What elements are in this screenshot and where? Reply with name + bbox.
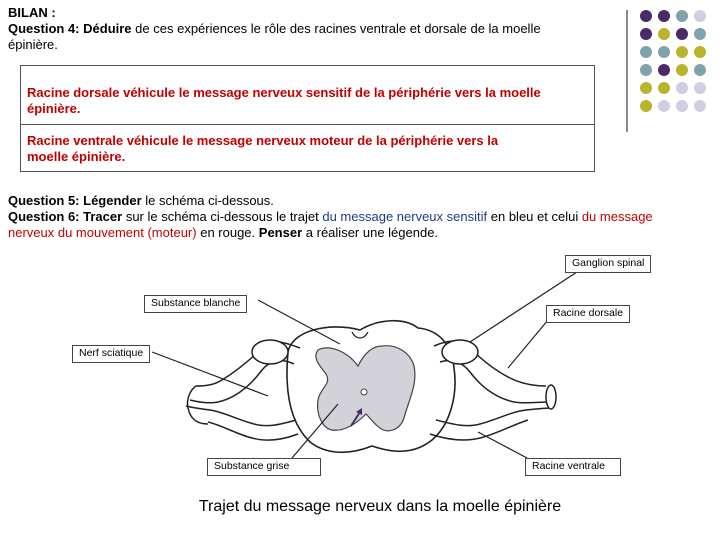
question-4: Question 4: Déduire de ces expériences le rôle des racines ventrale et dorsale de la moelle	[8, 21, 541, 36]
right-ventral-root	[436, 408, 552, 426]
answer-ventral: Racine ventrale véhicule le message nerveux moteur de la périphérie vers la moelle épinière.	[27, 133, 499, 164]
answer-dorsal: Racine dorsale véhicule le message nerveux sensitif de la périphérie vers la moelle épinière.	[27, 85, 541, 116]
left-ganglion	[252, 340, 288, 364]
label-nerf-sciatique: Nerf sciatique	[72, 345, 150, 363]
label-ganglion-spinal: Ganglion spinal	[565, 255, 651, 273]
central-canal	[361, 389, 367, 395]
left-ventral-root	[186, 406, 296, 426]
label-substance-blanche: Substance blanche	[144, 295, 247, 313]
question-4-cont: épinière.	[8, 37, 58, 52]
right-nerve-cut	[546, 385, 556, 409]
right-ganglion	[442, 340, 478, 364]
diagram-caption: Trajet du message nerveux dans la moelle épinière	[198, 498, 562, 515]
question-6: Question 6: Tracer sur le schéma ci-dessous le trajet du message nerveux sensitif en bleu et celui du message	[8, 209, 653, 224]
question-5: Question 5: Légender le schéma ci-dessous.	[8, 193, 274, 208]
leader-racine-dorsale	[508, 320, 548, 368]
label-racine-ventrale: Racine ventrale	[525, 458, 621, 476]
label-racine-dorsale: Racine dorsale	[546, 305, 630, 323]
label-substance-grise: Substance grise	[207, 458, 321, 476]
bilan-title: BILAN :	[8, 5, 56, 20]
leader-racine-ventrale	[478, 432, 527, 458]
question-6-cont: nerveux du mouvement (moteur) en rouge. Penser a réaliser une légende.	[8, 225, 439, 240]
